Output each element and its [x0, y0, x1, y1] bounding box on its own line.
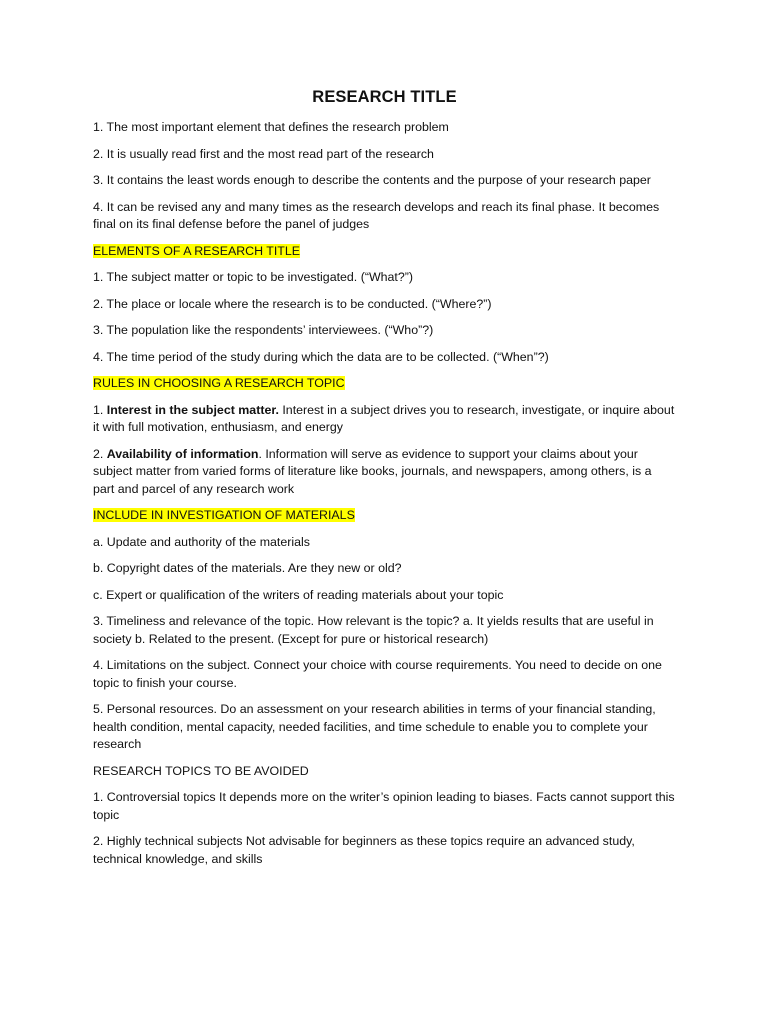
- intro-item-3: 3. It contains the least words enough to describe the contents and the purpose of your research paper: [93, 173, 651, 187]
- materials-item-b: b. Copyright dates of the materials. Are they new or old?: [93, 561, 402, 575]
- materials-heading: INCLUDE IN INVESTIGATION OF MATERIALS: [93, 508, 355, 522]
- elements-item-4: 4. The time period of the study during which the data are to be collected. (“When”?): [93, 349, 549, 364]
- intro-item-2: 2. It is usually read first and the most read part of the research: [93, 146, 434, 161]
- rules-item-2: [93, 446, 676, 499]
- rules-item-1: [93, 402, 676, 437]
- elements-heading-row: [93, 243, 676, 261]
- intro-item-1: 1. The most important element that defines the research problem: [93, 120, 449, 134]
- avoid-heading: RESEARCH TOPICS TO BE AVOIDED: [93, 763, 309, 778]
- elements-item-1: 1. The subject matter or topic to be investigated. (“What?”): [93, 270, 414, 284]
- elements-item-2: 2. The place or locale where the research is to be conducted. (“Where?”): [93, 296, 492, 311]
- elements-item-3: 3. The population like the respondents’ interviewees. (“Who”?): [93, 323, 434, 337]
- materials-item-a: a. Update and authority of the materials: [93, 534, 310, 549]
- rules-heading: RULES IN CHOOSING A RESEARCH TOPIC: [93, 376, 345, 390]
- materials-item-4: 4. Limitations on the subject. Connect your choice with course requirements. You need to decide on one topic to finish your course.: [93, 658, 662, 690]
- materials-item-5: 5. Personal resources. Do an assessment on your research abilities in terms of your financial standing, health condition, mental capacity, needed facilities, and time schedule to enable you to complete your research: [93, 702, 656, 751]
- rules-item-2-text: . Information will serve as evidence to support your claims about your subject matter from varied forms of literature like books, journals, and newspapers, among others, is a part and parcel of any research work: [93, 446, 652, 496]
- rules-item-2-number: 2.: [93, 446, 107, 461]
- materials-item-c: c. Expert or qualification of the writers of reading materials about your topic: [93, 587, 504, 602]
- page-title: RESEARCH TITLE: [312, 88, 457, 106]
- rules-item-1-number: 1.: [93, 402, 107, 417]
- materials-item-3: 3. Timeliness and relevance of the topic. How relevant is the topic? a. It yields results that are useful in society b. Related to the present. (Except for pure or historical research): [93, 614, 654, 646]
- elements-heading: ELEMENTS OF A RESEARCH TITLE: [93, 243, 301, 258]
- materials-heading-row: [93, 507, 676, 525]
- rules-item-1-text: Interest in a subject drives you to research, investigate, or inquire about it with full motivation, enthusiasm, and energy: [93, 402, 675, 434]
- intro-item-4: 4. It can be revised any and many times as the research develops and reach its final phase. It becomes final on its final defense before the panel of judges: [93, 199, 660, 231]
- rules-item-1-bold: Interest in the subject matter.: [106, 402, 279, 417]
- rules-heading-row: [93, 375, 676, 393]
- avoid-item-2: 2. Highly technical subjects Not advisable for beginners as these topics require an advanced study, technical knowledge, and skills: [93, 834, 635, 866]
- rules-item-2-bold: Availability of information: [106, 446, 259, 461]
- avoid-item-1: 1. Controversial topics It depends more on the writer’s opinion leading to biases. Facts cannot support this topic: [93, 790, 675, 822]
